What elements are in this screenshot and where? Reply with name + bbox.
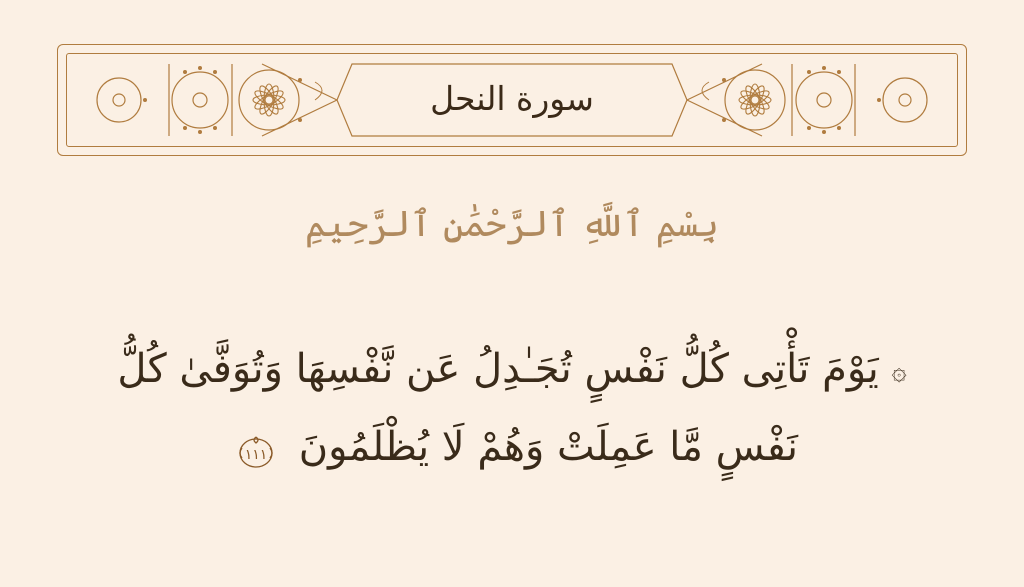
verse-line-2-text: نَفْسٍ مَّا عَمِلَتْ وَهُمْ لَا يُظْلَمُونَ [298, 424, 798, 470]
ayah-marker-icon [232, 428, 280, 476]
ayah-number-marker [232, 417, 280, 483]
basmala-text: بِسْمِ ٱللَّهِ ٱلرَّحْمَٰنِ ٱلرَّحِيمِ [304, 204, 720, 245]
surah-header-banner [57, 44, 967, 156]
ayah-number-text: ١١١ [244, 446, 268, 463]
surah-title: سورة النحل [430, 78, 594, 118]
verse-line-1-text: يَوْمَ تَأْتِى كُلُّ نَفْسٍ تُجَـٰدِلُ عَن نَّفْسِهَا وَتُوَفَّىٰ كُلُّ [117, 346, 879, 392]
verse-text-block [40, 330, 984, 486]
verse-line-1 [40, 330, 984, 408]
rub-el-hizb-icon: ۞ [891, 356, 907, 387]
verse-line-2 [40, 408, 984, 486]
